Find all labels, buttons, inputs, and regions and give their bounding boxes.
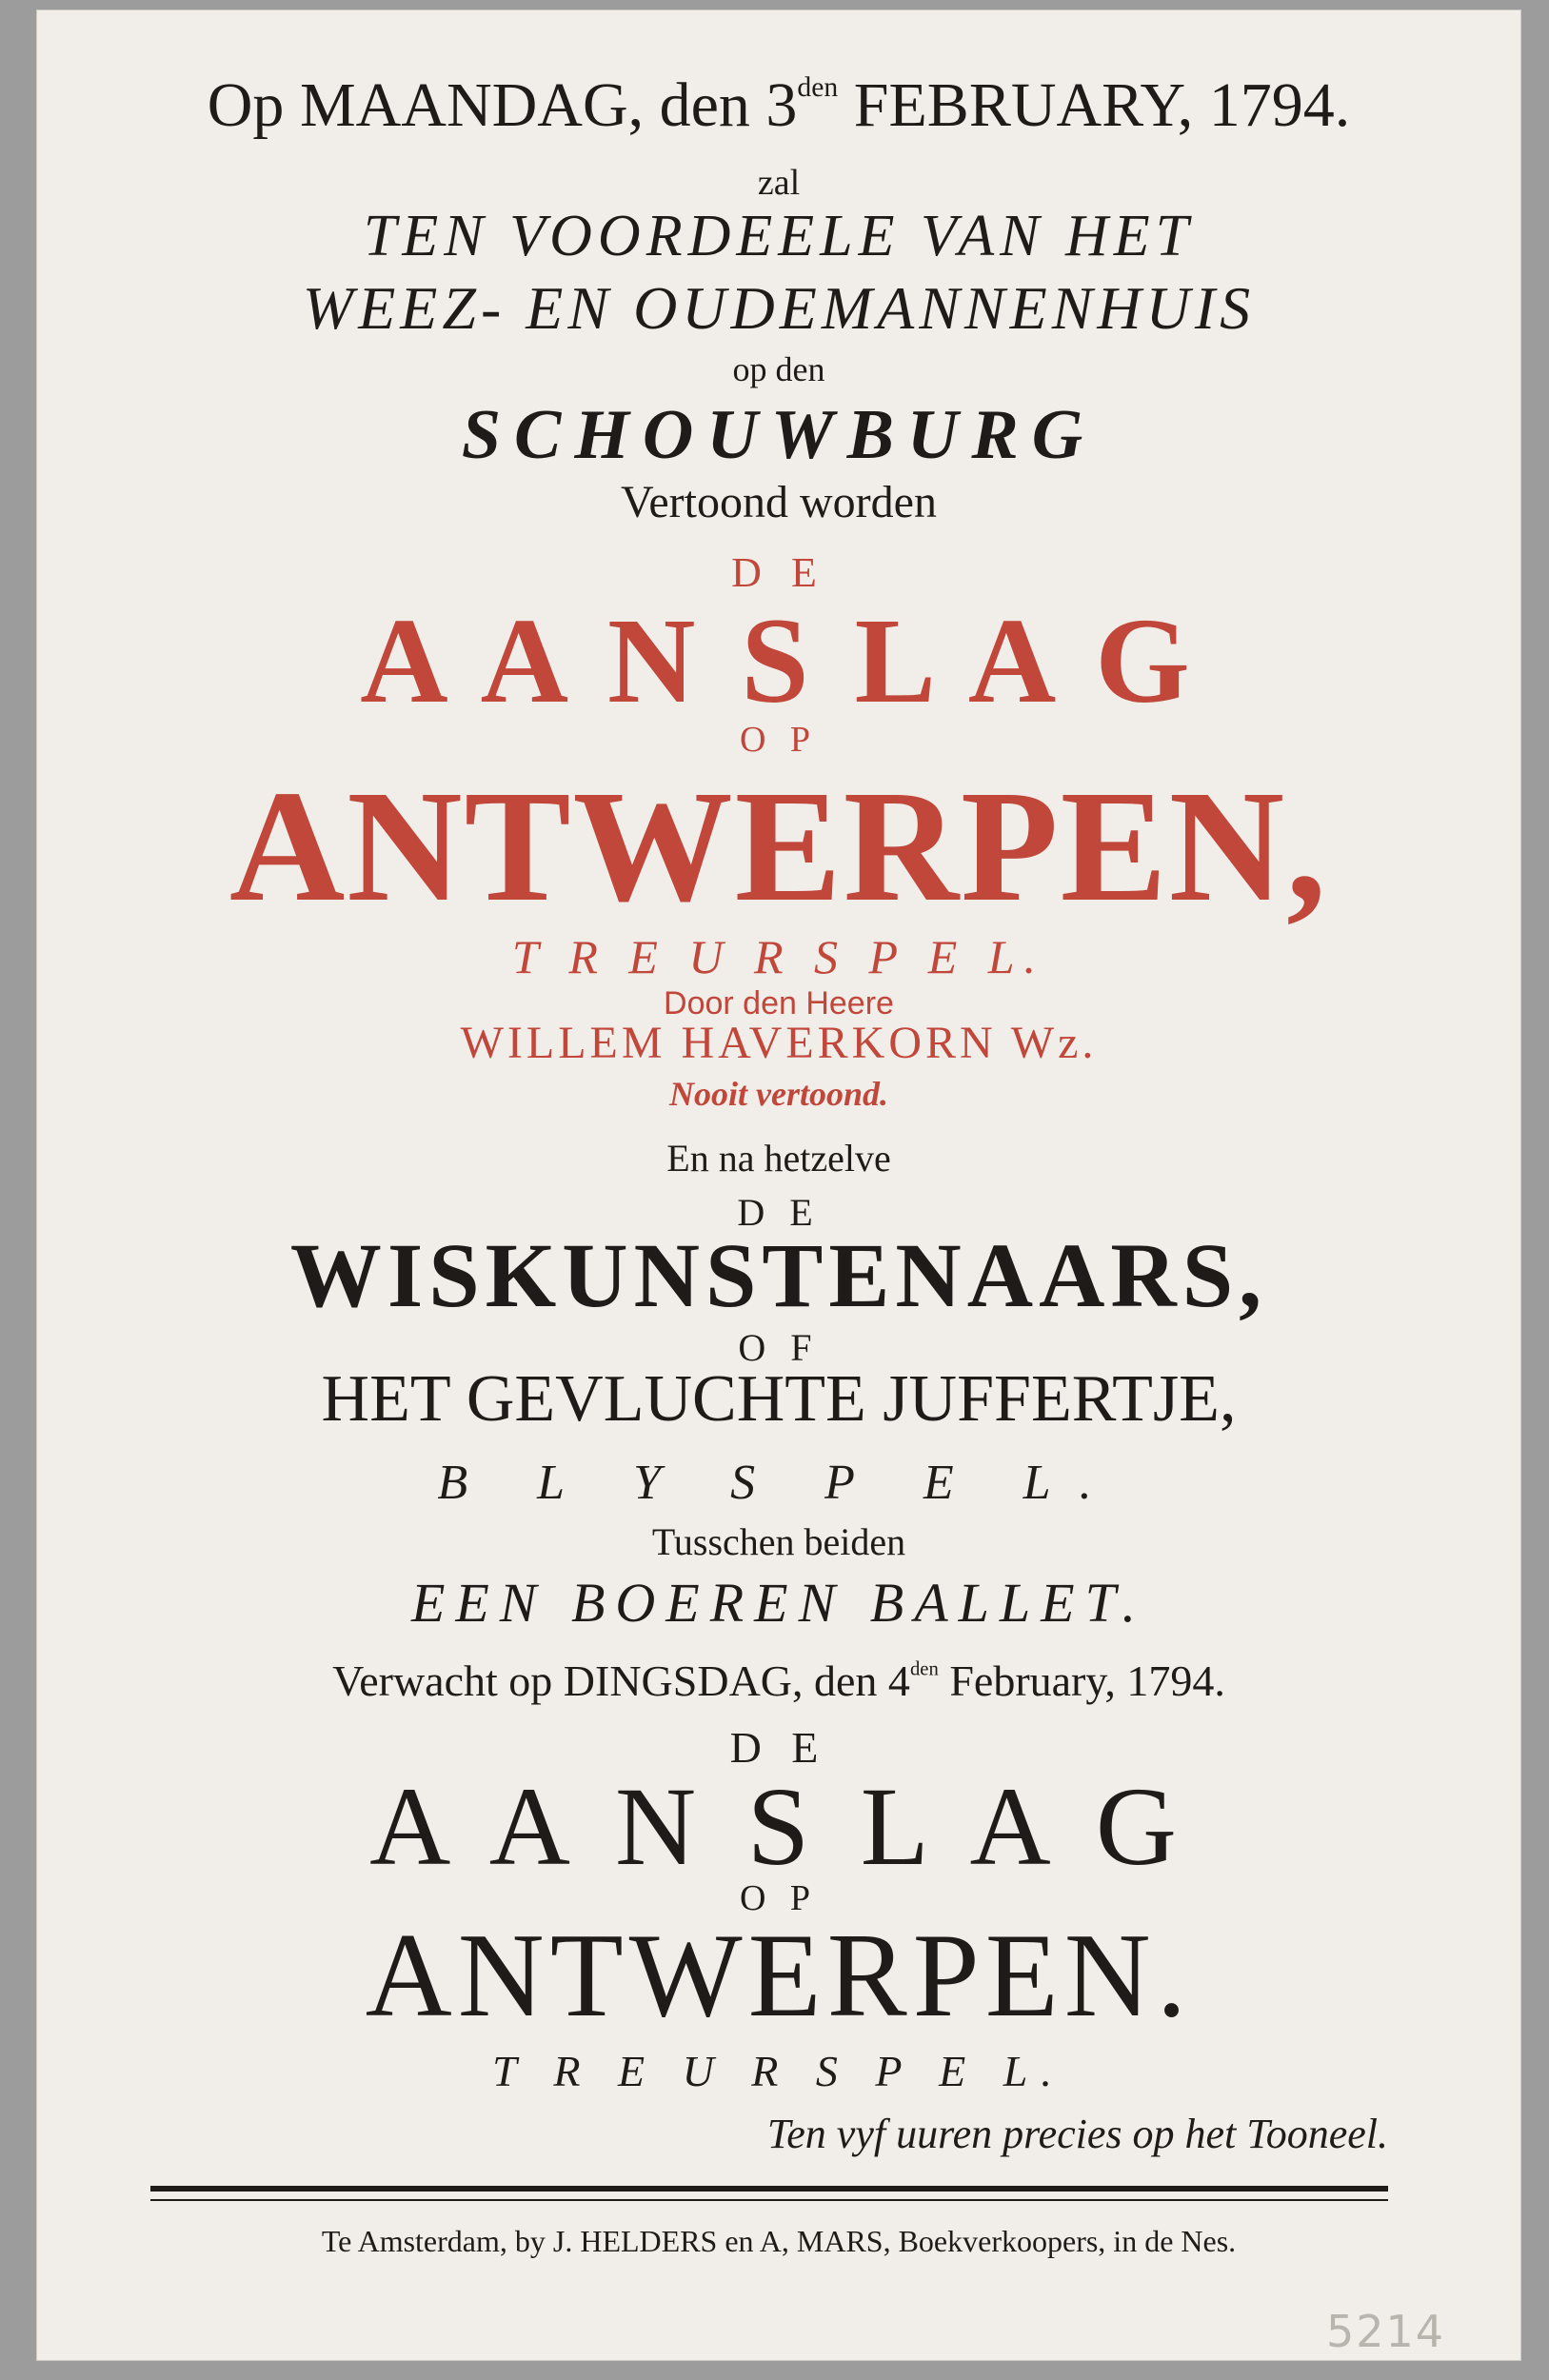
play1-door: Door den Heere	[664, 985, 894, 1021]
benefit-line-1: TEN VOORDEELE VAN HET	[363, 204, 1195, 268]
play1-title-1: A A N S L A G	[360, 593, 1198, 728]
ballet-title: EEN BOEREN BALLET.	[410, 1572, 1147, 1634]
play3-title-1: A A N S L A G	[369, 1764, 1188, 1889]
play1-op: O P	[739, 720, 819, 760]
play1-genre: T R E U R S P E L.	[511, 930, 1046, 983]
verwacht-line	[36, 1656, 1521, 1705]
play2-de: D E	[737, 1191, 821, 1234]
play3-de: D E	[729, 1723, 828, 1772]
play3-op: O P	[739, 1878, 819, 1918]
header-day-number: $3^{den}$	[765, 70, 839, 140]
play2-genre: B L Y S P E L.	[437, 1456, 1121, 1510]
time-note: Ten vyf uuren precies op het Tooneel.	[766, 2111, 1388, 2157]
header-day: MAANDAG,	[299, 70, 645, 140]
tusschen-text: Tusschen beiden	[651, 1520, 906, 1563]
play1-author: WILLEM HAVERKORN Wz.	[460, 1018, 1098, 1068]
verwacht-rest: February, 1794.	[938, 1656, 1225, 1705]
playbill-sheet	[36, 10, 1521, 2361]
zal-text: zal	[757, 163, 801, 203]
pencil-mark: 5214	[1326, 2306, 1446, 2357]
play1-note: Nooit vertoond.	[669, 1075, 888, 1113]
play3-title-2: ANTWERPEN.	[365, 1910, 1193, 2042]
play2-of: O F	[738, 1326, 820, 1369]
verwacht-prefix: Verwacht op DINGSDAG, den 4	[332, 1656, 910, 1705]
divider-rule-thin	[150, 2199, 1388, 2201]
header-op: Op	[207, 70, 285, 140]
verwacht-suffix: den	[909, 1658, 939, 1680]
imprint-text: Te Amsterdam, by J. HELDERS en A, MARS, Boekverkoopers, in de Nes.	[321, 2224, 1237, 2258]
venue-title: SCHOUWBURG	[461, 396, 1097, 474]
after-text: En na hetzelve	[666, 1137, 891, 1180]
header-month-year: FEBRUARY, 1794.	[853, 70, 1351, 140]
play1-title-2: ANTWERPEN,	[228, 758, 1329, 935]
play2-title-2: HET GEVLUCHTE JUFFERTJE,	[321, 1362, 1237, 1436]
divider-rule-thick	[150, 2186, 1388, 2192]
benefit-line-2: WEEZ- EN OUDEMANNENHUIS	[302, 274, 1256, 342]
op-den-text: op den	[732, 350, 825, 388]
vertoond-text: Vertoond worden	[621, 477, 937, 527]
play3-genre: T R E U R S P E L.	[492, 2047, 1065, 2095]
header-den: den	[659, 70, 750, 140]
header-date-line	[36, 70, 1521, 140]
play1-de: D E	[731, 549, 826, 596]
play2-title-1: WISKUNSTENAARS,	[289, 1224, 1268, 1326]
